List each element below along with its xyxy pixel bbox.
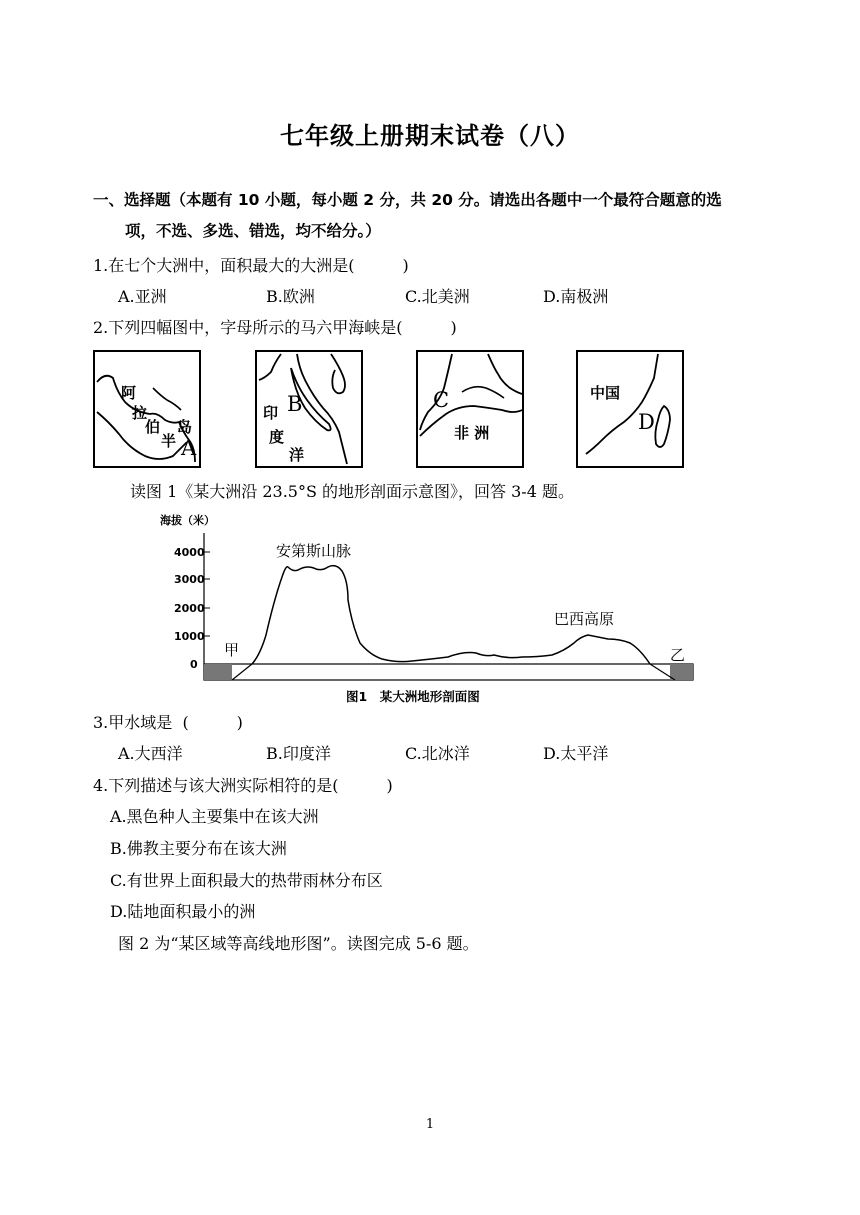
map-a-label-2: 拉 (132, 404, 148, 422)
question-4-stem: 4.下列描述与该大洲实际相符的是( ) (93, 776, 393, 795)
question-4-option-d[interactable]: D.陆地面积最小的洲 (110, 902, 256, 921)
map-a[interactable] (93, 350, 201, 468)
map-a-label-3: 伯 (145, 418, 161, 436)
map-d-letter: D (638, 410, 655, 434)
map-b[interactable] (255, 350, 363, 468)
map-b-label-1: 印 (263, 404, 279, 422)
intro-questions-5-6: 图 2 为“某区域等高线地形图”。读图完成 5-6 题。 (118, 934, 479, 953)
water-right (670, 664, 693, 680)
water-left (204, 664, 232, 680)
profile-ytick-2000: 2000 (174, 602, 205, 615)
question-3-stem: 3.甲水域是 ( ) (93, 713, 243, 732)
label-yi: 乙 (670, 646, 686, 664)
intro-questions-3-4: 读图 1《某大洲沿 23.5°S 的地形剖面示意图》，回答 3-4 题。 (130, 482, 574, 501)
sea-level-base (204, 664, 693, 680)
profile-ytick-0: 0 (190, 658, 198, 671)
map-c-letter: C (433, 388, 450, 412)
question-1-option-b[interactable]: B.欧洲 (266, 287, 315, 306)
question-3-option-c[interactable]: C.北冰洋 (405, 744, 470, 763)
profile-diagram (160, 505, 700, 705)
question-3-option-d[interactable]: D.太平洋 (543, 744, 609, 763)
map-d[interactable] (576, 350, 684, 468)
profile-ytick-3000: 3000 (174, 573, 205, 586)
map-b-label-2: 度 (269, 428, 285, 446)
section-heading-line2: 项，不选、多选、错选，均不给分。） (125, 222, 381, 240)
question-3-option-a[interactable]: A.大西洋 (118, 744, 183, 763)
map-a-letter: A (181, 436, 197, 460)
question-4-option-b[interactable]: B.佛教主要分布在该大洲 (110, 839, 287, 858)
question-4-option-a[interactable]: A.黑色种人主要集中在该大洲 (110, 807, 319, 826)
label-jia: 甲 (224, 641, 240, 659)
profile-ylabel: 海拔（米） (160, 514, 215, 527)
profile-ytick-1000: 1000 (174, 630, 205, 643)
profile-ytick-4000: 4000 (174, 546, 205, 559)
page-number: 1 (425, 1117, 435, 1132)
question-1-option-c[interactable]: C.北美洲 (405, 287, 470, 306)
map-b-letter: B (287, 392, 303, 416)
question-1-option-d[interactable]: D.南极洲 (543, 287, 609, 306)
map-c-label-1: 非 洲 (454, 424, 490, 442)
question-2-stem: 2.下列四幅图中，字母所示的马六甲海峡是( ) (93, 318, 457, 337)
label-andes: 安第斯山脉 (276, 542, 352, 560)
question-1-option-a[interactable]: A.亚洲 (118, 287, 167, 306)
section-heading (93, 185, 783, 247)
question-3-option-b[interactable]: B.印度洋 (266, 744, 331, 763)
map-a-label-5: 岛 (177, 418, 193, 436)
question-1-stem: 1.在七个大洲中，面积最大的大洲是( ) (93, 256, 409, 275)
figure-1-caption: 图1 某大洲地形剖面图 (346, 689, 480, 704)
map-b-label-3: 洋 (289, 446, 305, 464)
question-4-option-c[interactable]: C.有世界上面积最大的热带雨林分布区 (110, 871, 383, 890)
section-heading-line1: 一、选择题（本题有 10 小题，每小题 2 分，共 20 分。请选出各题中一个最符合题意的选 (93, 191, 722, 209)
map-d-coastline (578, 352, 682, 466)
map-a-label-1: 阿 (121, 384, 137, 402)
map-d-label-1: 中国 (590, 384, 621, 402)
map-c[interactable] (416, 350, 524, 468)
figure-1-profile (160, 505, 700, 705)
page-title: 七年级上册期末试卷（八） (280, 122, 580, 150)
map-a-label-4: 半 (161, 432, 177, 450)
label-brazil-plateau: 巴西高原 (554, 610, 615, 628)
